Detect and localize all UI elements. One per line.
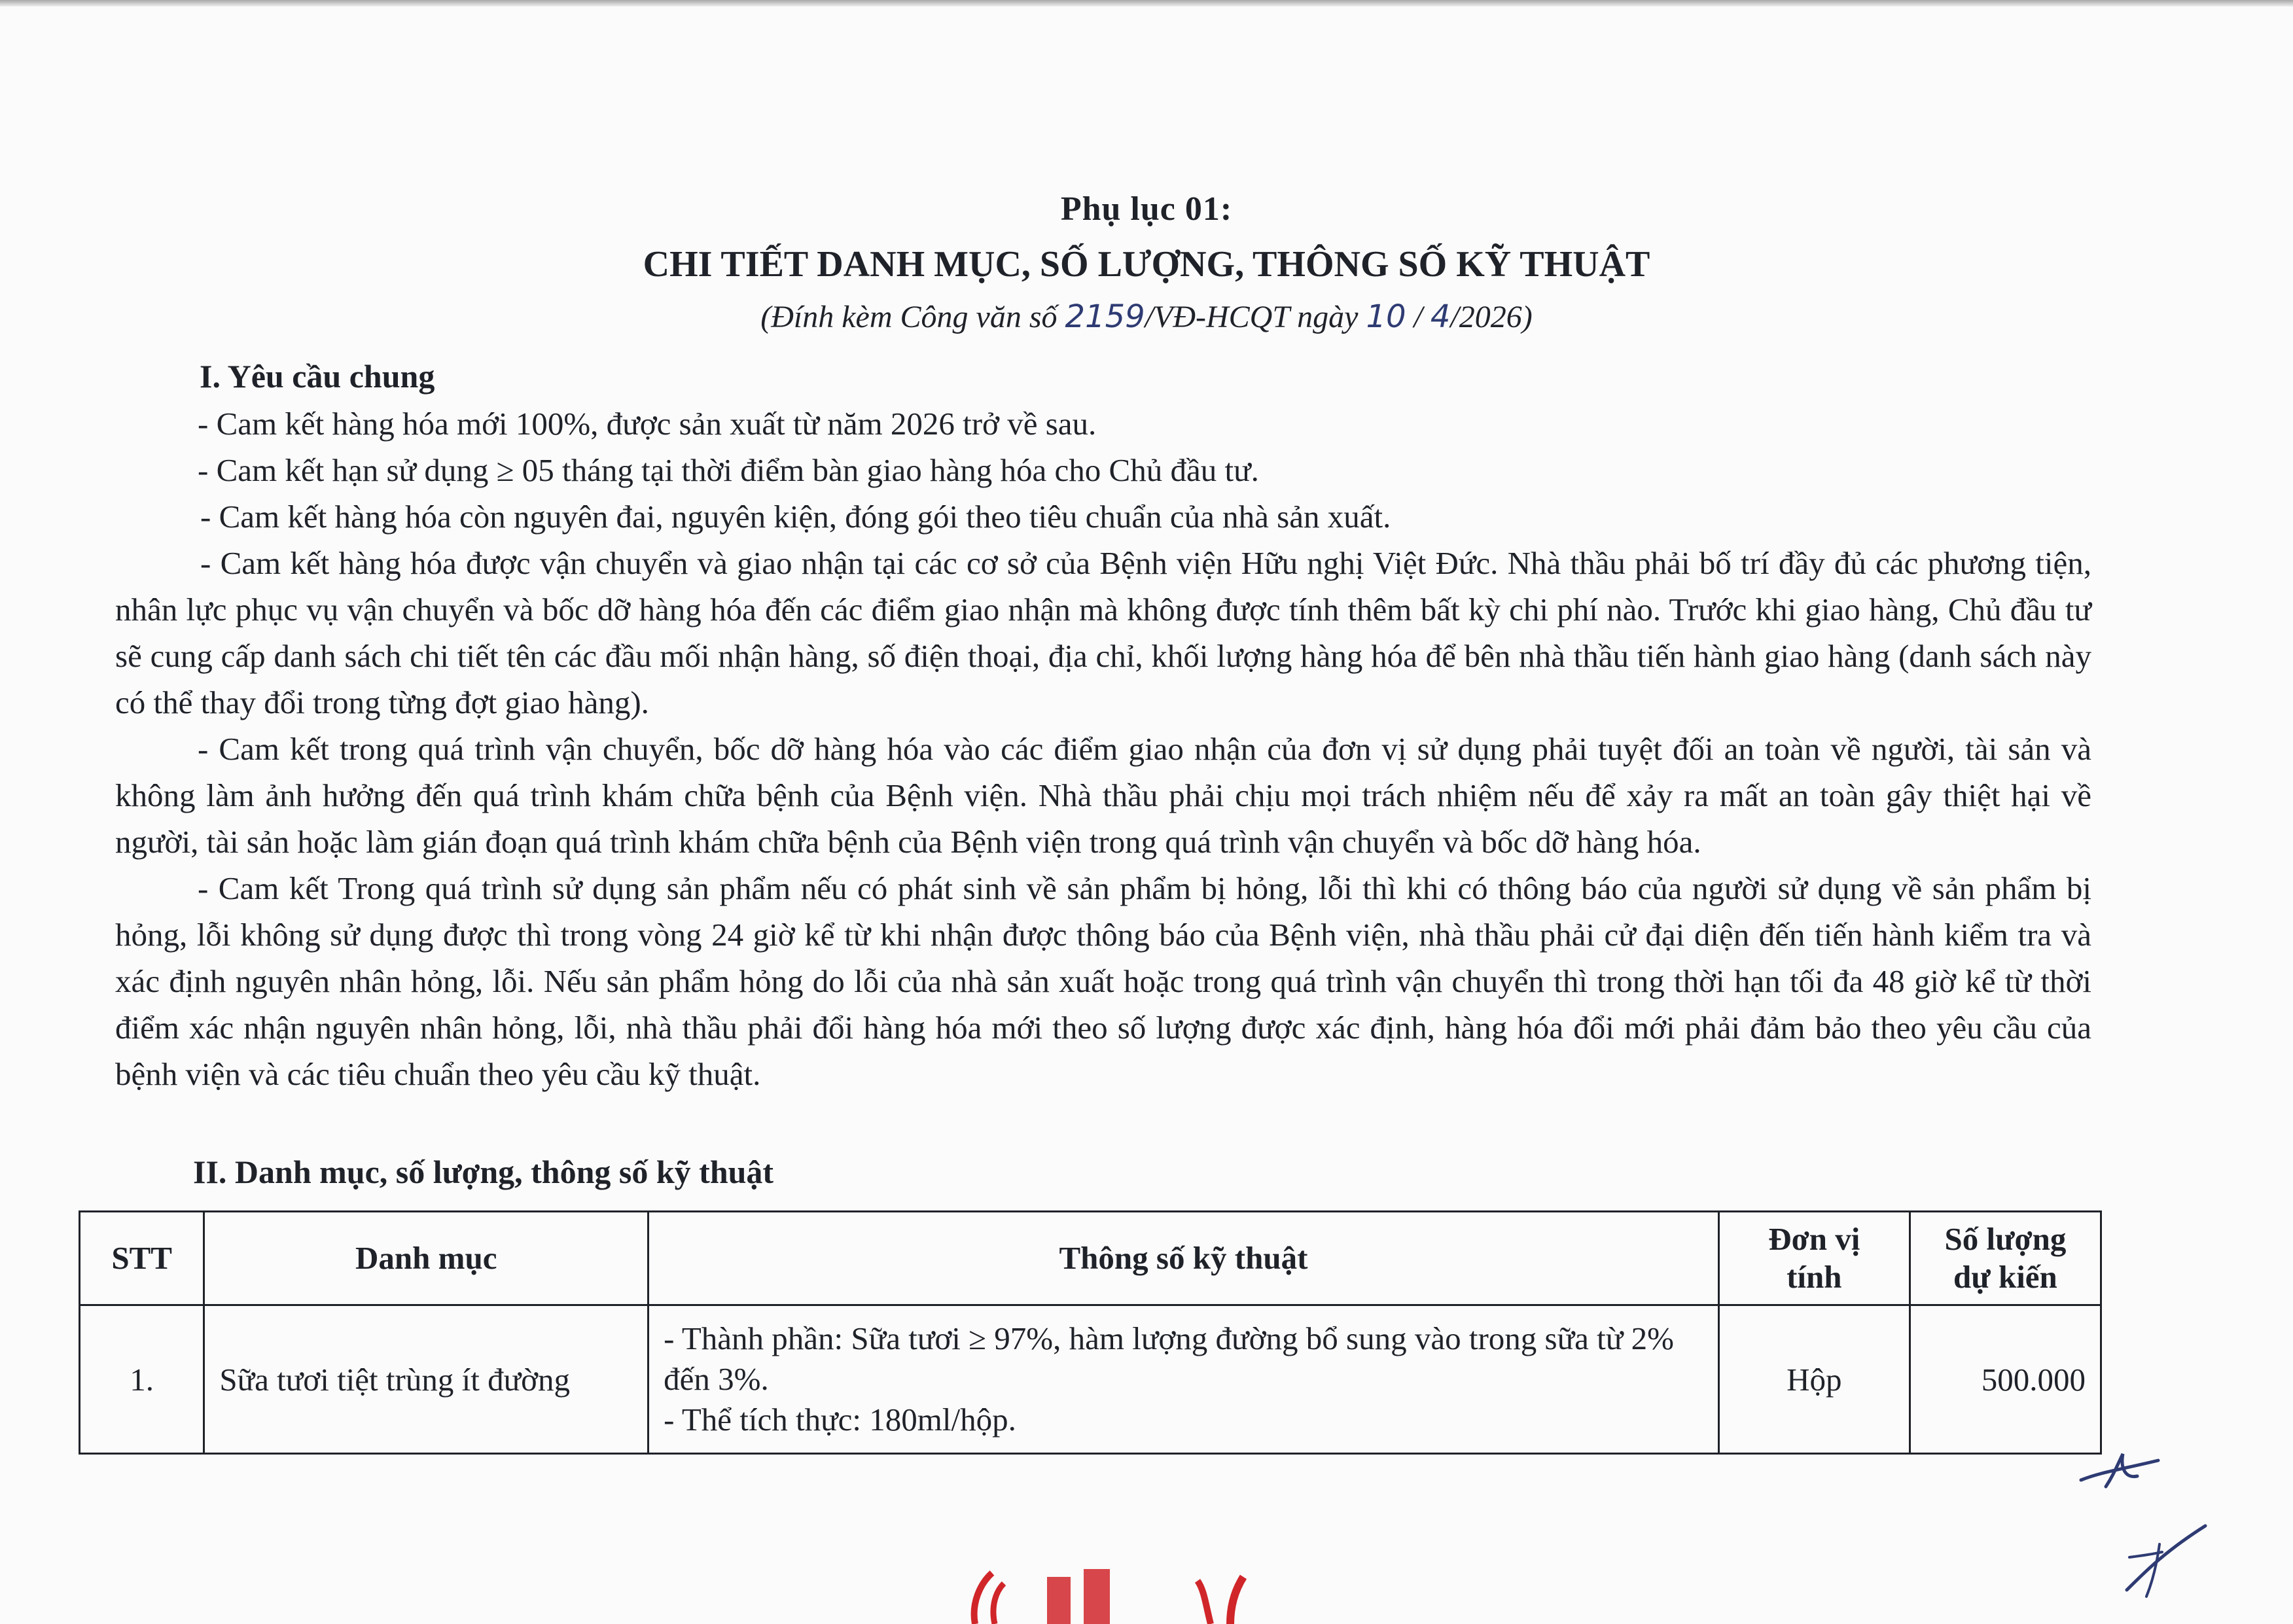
header-unit-line-1: Đơn vị (1768, 1221, 1860, 1257)
header-qty (1910, 1212, 2101, 1305)
attachment-prefix: (Đính kèm Công văn số (760, 300, 1065, 334)
handwritten-month: 4 (1430, 298, 1451, 335)
attachment-reference (0, 298, 2293, 335)
requirements-list (115, 400, 2091, 1097)
spec-line-volume: - Thể tích thực: 180ml/hộp. (664, 1402, 1016, 1438)
header-unit-line-2: tính (1786, 1259, 1842, 1295)
attachment-sep-2: /2026) (1450, 300, 1533, 334)
requirement-item: - Cam kết hàng hóa còn nguyên đai, nguyên kiện, đóng gói theo tiêu chuẩn của nhà sản xuất. (200, 499, 1391, 535)
requirement-item: - Cam kết trong quá trình vận chuyển, bốc dỡ hàng hóa vào các điểm giao nhận của đơn vị sử dụng phải tuyệt đối an toàn về người, tài sản và không làm ảnh hưởng đến quá trình khám chữa bệnh của Bệnh viện. Nhà thầu phải chịu mọi trách nhiệm nếu để xảy ra mất an toàn gây thiệt hại về người, tài sản hoặc làm gián đoạn quá trình khám chữa bệnh của Bệnh viện trong quá trình vận chuyển và bốc dỡ hàng hóa. (115, 731, 2091, 860)
header-unit (1718, 1212, 1910, 1305)
handwritten-doc-number: 2159 (1065, 298, 1145, 335)
section-2-heading: II. Danh mục, số lượng, thông số kỹ thuật (193, 1154, 774, 1190)
header-name: Danh mục (204, 1212, 649, 1305)
table-row (80, 1305, 2101, 1454)
attachment-doc-suffix: /VĐ-HCQT ngày (1145, 300, 1366, 334)
header-qty-line-2: dự kiến (1953, 1259, 2057, 1295)
requirement-item: - Cam kết hàng hóa được vận chuyển và giao nhận tại các cơ sở của Bệnh viện Hữu nghị Việt Đức. Nhà thầu phải bố trí đầy đủ các phương tiện, nhân lực phục vụ vận chuyển và bốc dỡ hàng hóa đến các điểm giao nhận mà không được tính thêm bất kỳ chi phí nào. Trước khi giao hàng, Chủ đầu tư sẽ cung cấp danh sách chi tiết tên các đầu mối nhận hàng, số điện thoại, địa chỉ, khối lượng hàng hóa để bên nhà thầu tiến hành giao hàng (danh sách này có thể thay đổi trong từng đợt giao hàng). (115, 545, 2091, 720)
requirement-item: - Cam kết hàng hóa mới 100%, được sản xuất từ năm 2026 trở về sau. (198, 406, 1097, 442)
spec-table (79, 1210, 2102, 1455)
cell-spec (649, 1305, 1719, 1454)
cell-qty: 500.000 (1910, 1305, 2101, 1454)
header-qty-line-1: Số lượng (1944, 1221, 2067, 1257)
document-title: CHI TIẾT DANH MỤC, SỐ LƯỢNG, THÔNG SỐ KỸ THUẬT (643, 244, 1650, 285)
cell-name: Sữa tươi tiệt trùng ít đường (204, 1305, 649, 1454)
header-spec: Thông số kỹ thuật (649, 1212, 1719, 1305)
cell-unit: Hộp (1718, 1305, 1910, 1454)
cell-stt: 1. (80, 1305, 204, 1454)
table-header-row (80, 1212, 2101, 1305)
scan-top-edge (0, 0, 2293, 7)
attachment-sep-1: / (1406, 300, 1431, 334)
red-seal-stamp (962, 1557, 1270, 1624)
requirement-item: - Cam kết Trong quá trình sử dụng sản phẩm nếu có phát sinh về sản phẩm bị hỏng, lỗi thì khi có thông báo của người sử dụng về sản phẩm bị hỏng, lỗi không sử dụng được thì trong vòng 24 giờ kể từ khi nhận được thông báo của Bệnh viện, nhà thầu phải cử đại diện đến tiến hành kiểm tra và xác định nguyên nhân hỏng, lỗi. Nếu sản phẩm hỏng do lỗi của nhà sản xuất hoặc trong quá trình vận chuyển thì trong thời hạn tối đa 48 giờ kể từ thời điểm xác nhận nguyên nhân hỏng, lỗi, nhà thầu phải đổi hàng hóa mới theo số lượng được xác định, hàng hóa đổi mới phải đảm bảo theo yêu cầu của bệnh viện và các tiêu chuẩn theo yêu cầu kỹ thuật. (115, 870, 2091, 1092)
handwritten-day: 10 (1366, 298, 1406, 335)
appendix-label: Phụ lục 01: (1060, 190, 1233, 228)
spec-line-composition: - Thành phần: Sữa tươi ≥ 97%, hàm lượng đường bổ sung vào trong sữa từ 2% đến 3%. (664, 1320, 1674, 1397)
requirement-item: - Cam kết hạn sử dụng ≥ 05 tháng tại thời điểm bàn giao hàng hóa cho Chủ đầu tư. (198, 452, 1259, 488)
section-1-heading: I. Yêu cầu chung (200, 358, 435, 395)
header-stt: STT (80, 1212, 204, 1305)
initial-signature-2 (2114, 1518, 2218, 1603)
initial-signature-1 (2074, 1446, 2166, 1498)
